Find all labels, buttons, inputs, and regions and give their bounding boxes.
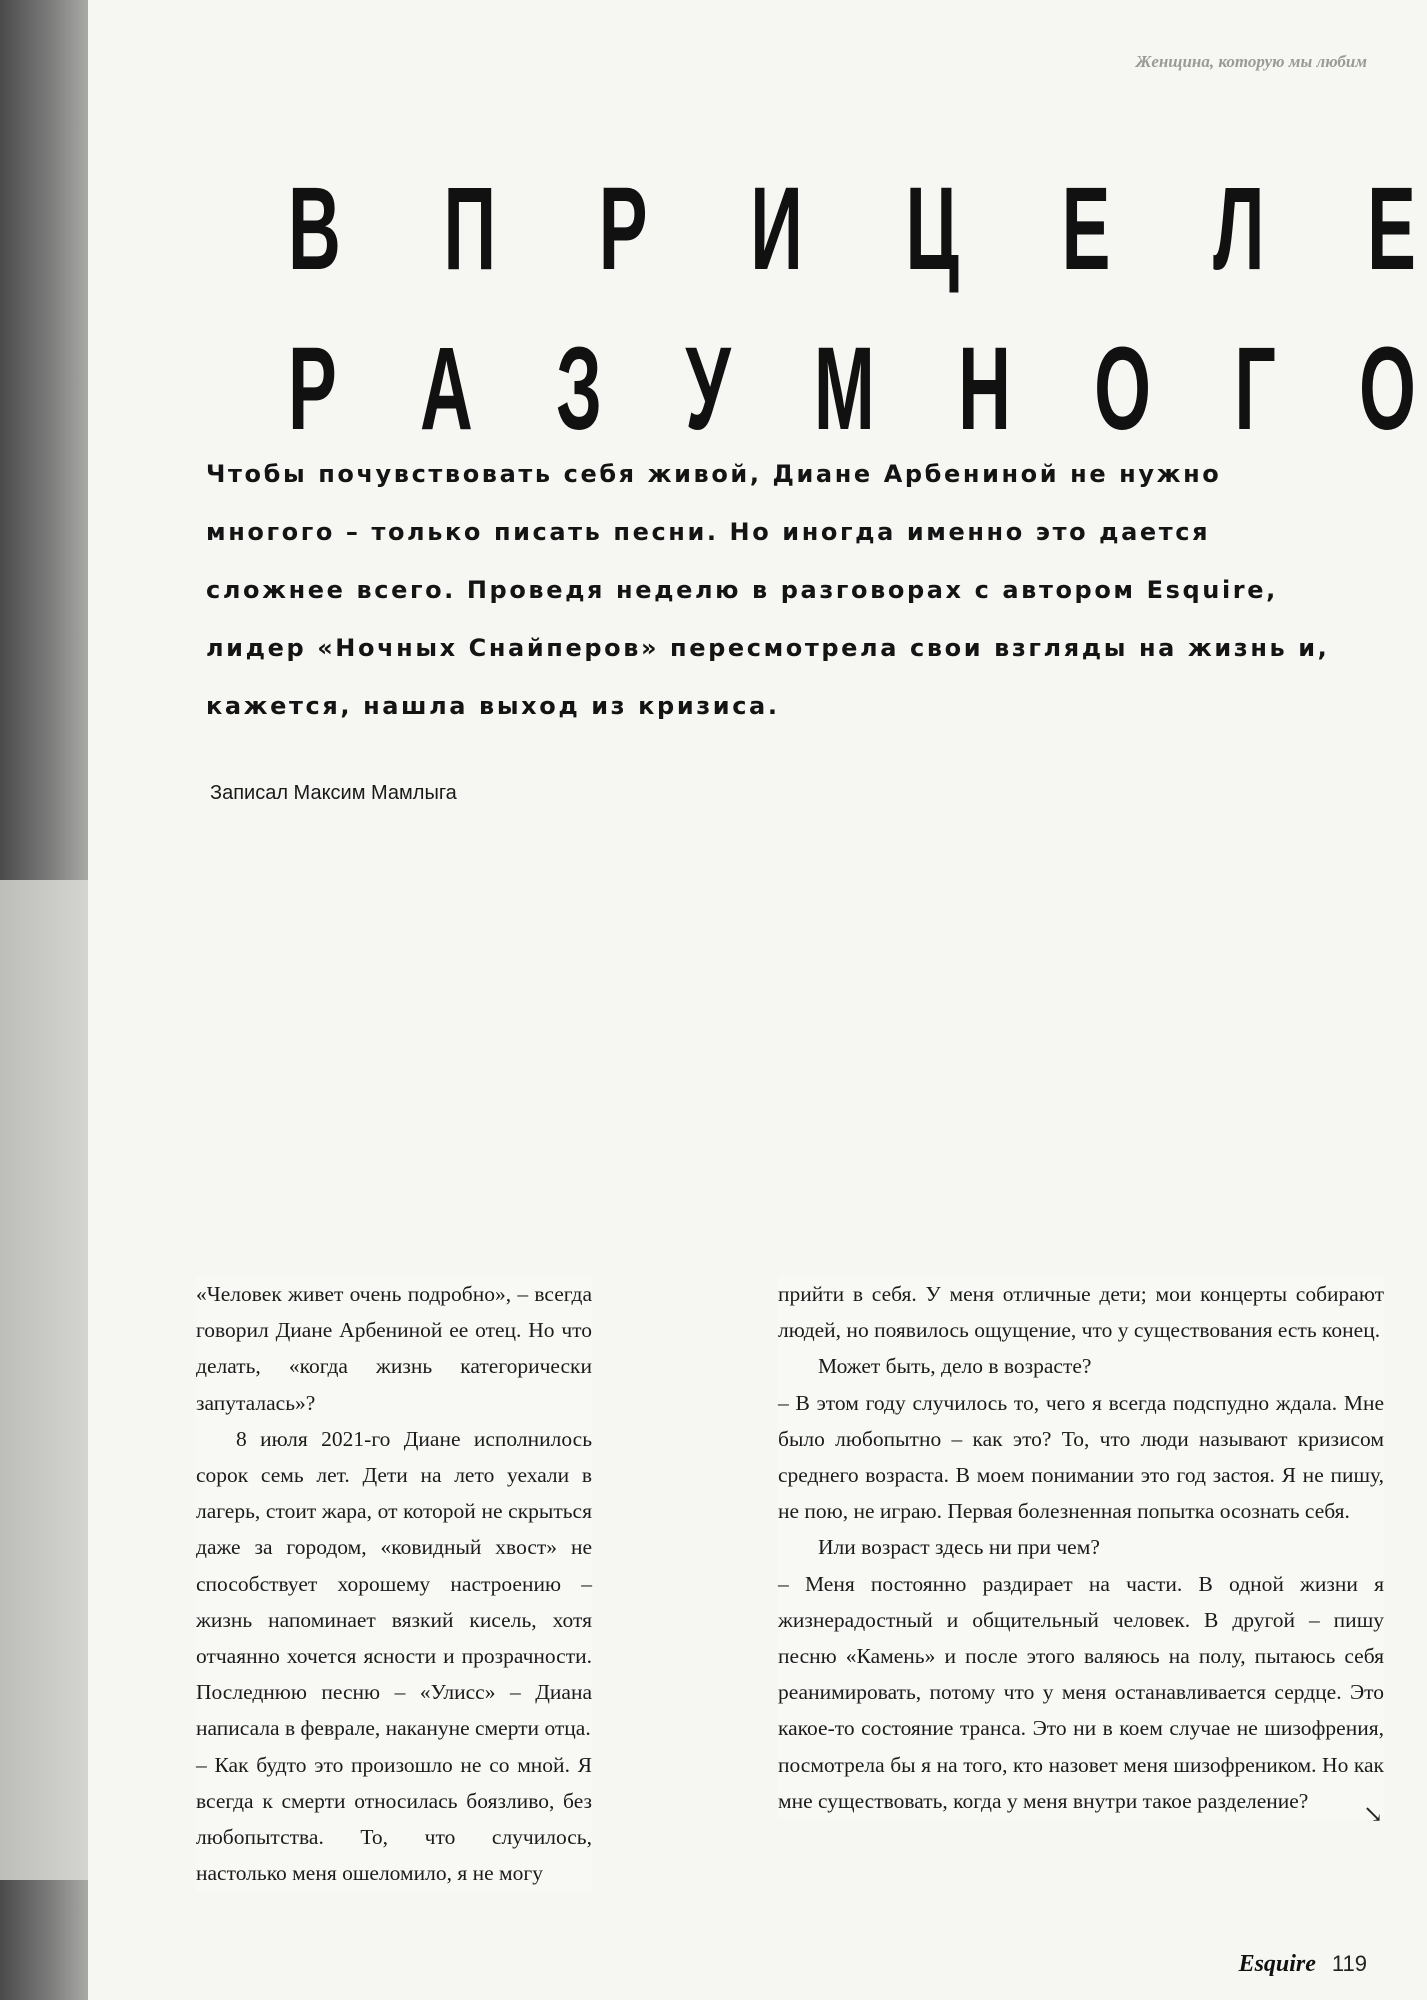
headline-letter: Р <box>598 163 648 295</box>
running-head: Женщина, которую мы любим <box>1135 52 1367 71</box>
body-paragraph: – Меня постоянно раздирает на части. В одной жизни я жизнерадостный и общительный человек. В другой – пишу песню «Камень» и после этого валяюсь на полу, пытаюсь себя реанимировать, потому что у меня останавливается сердце. Это какое-то состояние транса. Это ни в коем случае не шизофрения, посмотрела бы я на того, кто назовет меня шизофреником. Но как мне существовать, когда у меня внутри такое разделение? <box>778 1571 1384 1813</box>
headline-letter: Н <box>958 323 1011 455</box>
headline-letter: И <box>750 163 803 295</box>
headline-letter: П <box>443 163 497 295</box>
headline-letter: О <box>1094 323 1152 455</box>
body-paragraph: – В этом году случилось то, чего я всегда подспудно ждала. Мне было любопытно – как это? То, что люди называют кризисом среднего возраста. В моем понимании это год застоя. Я не пишу, не пою, не играю. Первая болезненная попытка осознать себя. <box>778 1390 1384 1524</box>
scan-paper-edge <box>0 880 100 1880</box>
headline-letter: Е <box>1061 163 1111 295</box>
headline-letter: Ц <box>905 163 959 295</box>
body-paragraph: «Человек живет очень подробно», – всегда говорил Диане Арбениной ее отец. Но что делать, «когда жизнь категорически запуталась»? <box>196 1282 592 1415</box>
headline-letter: Г <box>1234 323 1276 455</box>
body-column-left <box>196 1276 592 1891</box>
body-paragraph: прийти в себя. У меня отличные дети; мои концерты собирают людей, но появилось ощущение, что у существования есть конец. <box>778 1282 1384 1343</box>
byline: Записал Максим Мамлыга <box>210 782 457 804</box>
interview-question: Или возраст здесь ни при чем? <box>818 1535 1100 1560</box>
page-number: 119 <box>1331 1951 1367 1976</box>
headline-letter: В <box>288 163 341 295</box>
page-footer <box>1239 1951 1367 1978</box>
continue-arrow-icon: ↘ <box>1363 1802 1384 1828</box>
magazine-brand: Esquire <box>1238 1951 1316 1977</box>
body-paragraph: – Как будто это произошло не со мной. Я всегда к смерти относилась боязливо, без любопытства. То, что случилось, настолько меня ошеломило, я не могу <box>196 1752 592 1886</box>
interview-question: Может быть, дело в возрасте? <box>818 1354 1092 1379</box>
body-paragraph: 8 июля 2021-го Диане исполнилось сорок семь лет. Дети на лето уехали в лагерь, стоит жара, от которой не скрыться даже за городом, «ковидный хвост» не способствует хорошему настроению – жизнь напоминает вязкий кисель, хотя отчаянно хочется ясности и прозрачности. Последнюю песню – «Улисс» – Диана написала в феврале, накануне смерти отца. <box>196 1426 592 1741</box>
headline-line-2 <box>288 325 1416 453</box>
headline-letter: Р <box>288 323 337 455</box>
headline-letter: А <box>420 323 473 455</box>
headline-line-1 <box>288 165 1416 293</box>
article-lead: Чтобы почувствовать себя живой, Диане Арбениной не нужно многого – только писать песни. Но иногда именно это дается сложнее всего. Проведя неделю в разговорах с автором Esquire, лидер «Ночных Снайперов» пересмотрела свои взгляды на жизнь и, кажется, нашла выход из кризиса. <box>206 460 1330 720</box>
headline-letter: Е <box>1367 163 1416 295</box>
headline-letter: Л <box>1213 163 1265 295</box>
magazine-page <box>88 0 1427 2000</box>
article-headline <box>288 165 1418 453</box>
headline-letter: У <box>685 323 731 455</box>
headline-letter: М <box>813 323 875 455</box>
headline-letter: З <box>556 323 602 455</box>
headline-letter: О <box>1359 323 1416 455</box>
body-column-right <box>778 1276 1384 1819</box>
